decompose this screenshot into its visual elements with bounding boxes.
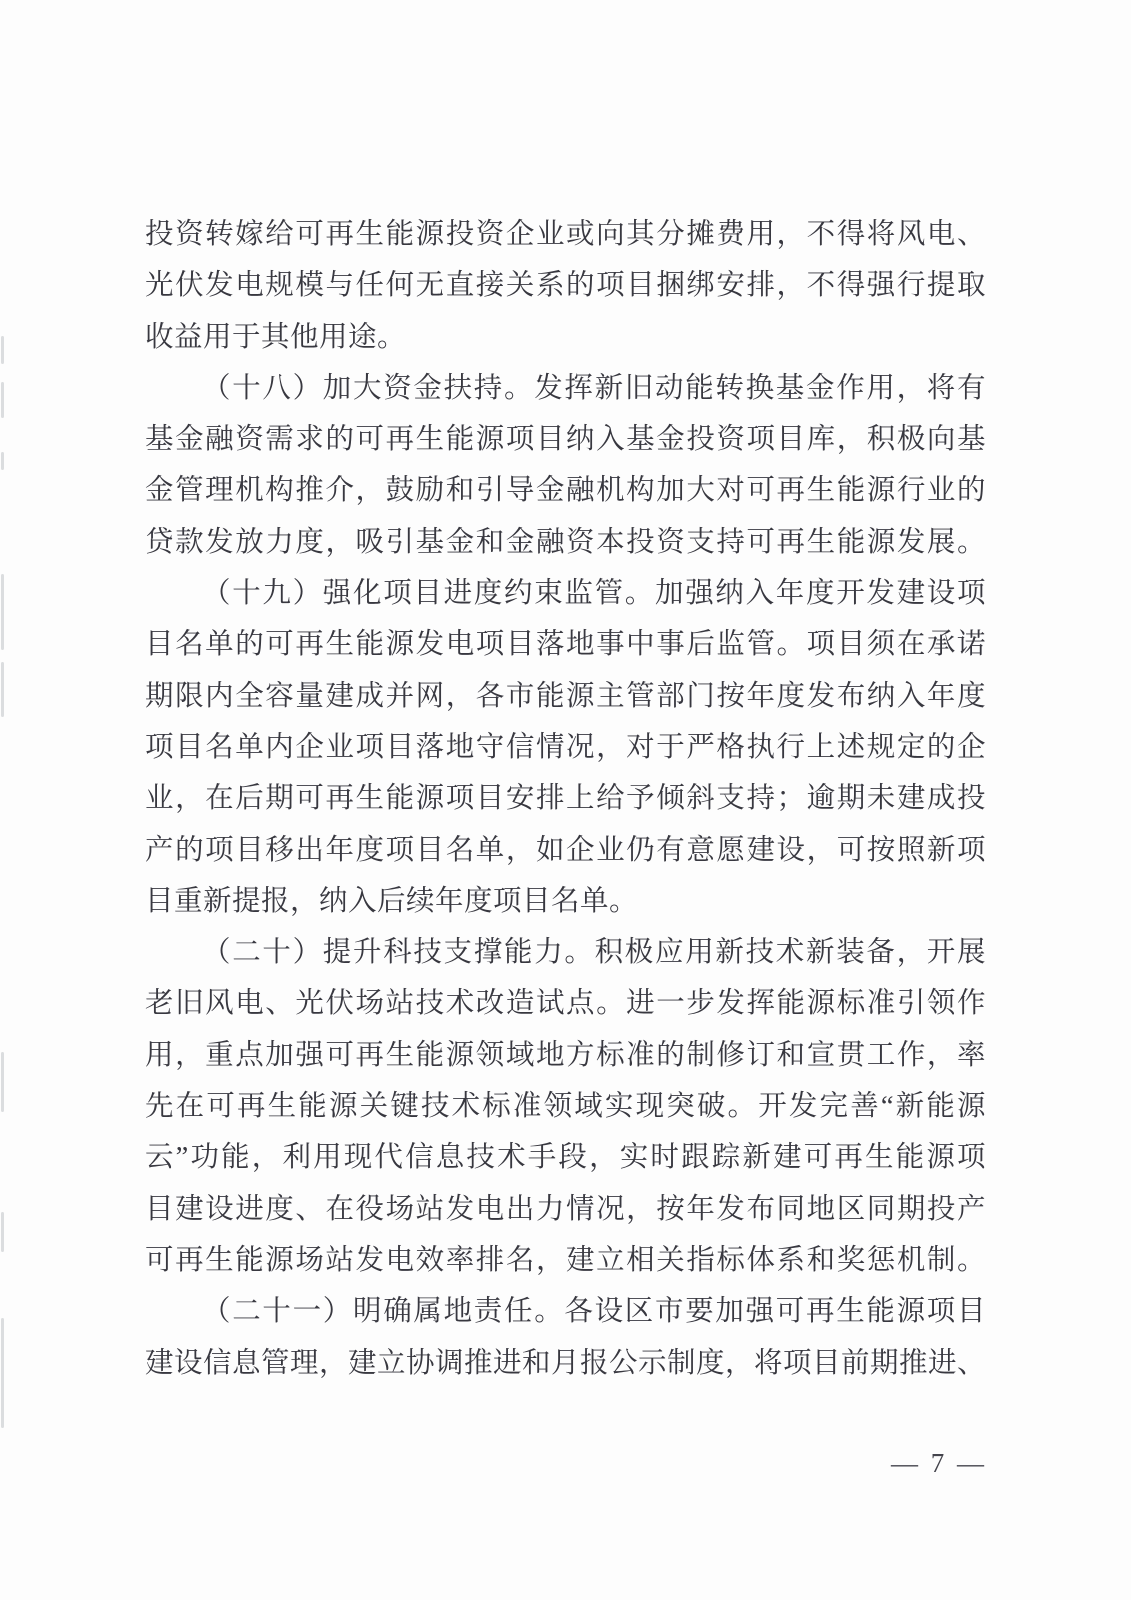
text-line: 贷款发放力度，吸引基金和金融资本投资支持可再生能源发展。 xyxy=(145,526,986,558)
document-body xyxy=(145,209,986,1389)
text-line: 收益用于其他用途。 xyxy=(145,321,407,353)
scan-edge-mark xyxy=(1,382,4,418)
text-line: 目重新提报，纳入后续年度项目名单。 xyxy=(145,885,639,917)
text-line: 用，重点加强可再生能源领域地方标准的制修订和宣贯工作，率 xyxy=(145,1039,986,1071)
text-line: 云”功能，利用现代信息技术手段，实时跟踪新建可再生能源项 xyxy=(145,1142,986,1174)
text-line: 项目名单内企业项目落地守信情况，对于严格执行上述规定的企 xyxy=(145,731,986,763)
scan-edge-mark xyxy=(1,1318,4,1428)
scan-edge-mark xyxy=(1,662,4,717)
text-line: 光伏发电规模与任何无直接关系的项目捆绑安排，不得强行提取 xyxy=(145,270,986,302)
scan-edge-mark xyxy=(1,336,4,364)
text-line: 可再生能源场站发电效率排名，建立相关指标体系和奖惩机制。 xyxy=(145,1244,986,1276)
text-line: 投资转嫁给可再生能源投资企业或向其分摊费用，不得将风电、 xyxy=(145,219,986,250)
text-line: （十九）强化项目进度约束监管。加强纳入年度开发建设项 xyxy=(202,578,986,610)
text-line: 目建设进度、在役场站发电出力情况，按年发布同地区同期投产 xyxy=(145,1193,986,1225)
text-line: 老旧风电、光伏场站技术改造试点。进一步发挥能源标准引领作 xyxy=(145,988,986,1020)
text-line: 金管理机构推介，鼓励和引导金融机构加大对可再生能源行业的 xyxy=(145,475,986,507)
scan-edge-mark xyxy=(1,452,4,470)
scan-edge-mark xyxy=(1,1052,4,1112)
text-line: 先在可再生能源关键技术标准领域实现突破。开发完善“新能源 xyxy=(145,1091,986,1123)
text-line: 基金融资需求的可再生能源项目纳入基金投资项目库，积极向基 xyxy=(145,424,986,456)
text-line: （二十）提升科技支撑能力。积极应用新技术新装备，开展 xyxy=(202,937,986,969)
text-line: 目名单的可再生能源发电项目落地事中事后监管。项目须在承诺 xyxy=(145,629,986,661)
text-line: 期限内全容量建成并网，各市能源主管部门按年度发布纳入年度 xyxy=(145,680,986,712)
text-line: 建设信息管理，建立协调推进和月报公示制度，将项目前期推进、 xyxy=(145,1347,986,1379)
text-line: （十八）加大资金扶持。发挥新旧动能转换基金作用，将有 xyxy=(202,372,986,404)
text-line: 产的项目移出年度项目名单，如企业仍有意愿建设，可按照新项 xyxy=(145,834,986,866)
text-line: （二十一）明确属地责任。各设区市要加强可再生能源项目 xyxy=(202,1296,986,1328)
scan-edge-mark xyxy=(1,574,4,650)
text-line: 业，在后期可再生能源项目安排上给予倾斜支持；逾期未建成投 xyxy=(145,783,986,815)
scan-edge-mark xyxy=(1,1212,4,1252)
page-number: — 7 — xyxy=(891,1448,987,1478)
